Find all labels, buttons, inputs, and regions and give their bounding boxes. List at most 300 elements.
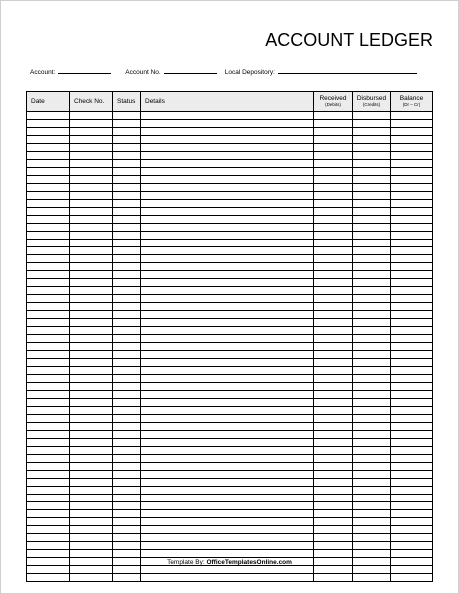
ledger-cell-details[interactable] <box>141 287 314 295</box>
ledger-cell-details[interactable] <box>141 351 314 359</box>
ledger-cell-balance[interactable] <box>391 311 433 319</box>
ledger-cell-status[interactable] <box>113 374 141 382</box>
ledger-cell-check-no[interactable] <box>70 367 113 375</box>
ledger-cell-status[interactable] <box>113 191 141 199</box>
ledger-cell-received[interactable] <box>314 183 353 191</box>
ledger-cell-status[interactable] <box>113 263 141 271</box>
ledger-cell-check-no[interactable] <box>70 199 113 207</box>
ledger-cell-balance[interactable] <box>391 295 433 303</box>
ledger-cell-disbursed[interactable] <box>353 231 391 239</box>
ledger-cell-balance[interactable] <box>391 287 433 295</box>
ledger-cell-status[interactable] <box>113 359 141 367</box>
ledger-cell-status[interactable] <box>113 566 141 574</box>
ledger-cell-check-no[interactable] <box>70 247 113 255</box>
ledger-cell-check-no[interactable] <box>70 127 113 135</box>
ledger-cell-details[interactable] <box>141 183 314 191</box>
ledger-cell-details[interactable] <box>141 303 314 311</box>
ledger-cell-details[interactable] <box>141 406 314 414</box>
ledger-cell-received[interactable] <box>314 223 353 231</box>
ledger-cell-date[interactable] <box>27 247 70 255</box>
ledger-cell-date[interactable] <box>27 367 70 375</box>
ledger-cell-details[interactable] <box>141 279 314 287</box>
ledger-cell-date[interactable] <box>27 574 70 582</box>
ledger-cell-received[interactable] <box>314 486 353 494</box>
ledger-cell-received[interactable] <box>314 319 353 327</box>
local-depository-blank-line[interactable] <box>278 67 417 74</box>
account-field[interactable] <box>30 67 111 76</box>
ledger-cell-status[interactable] <box>113 414 141 422</box>
ledger-cell-balance[interactable] <box>391 422 433 430</box>
ledger-cell-received[interactable] <box>314 566 353 574</box>
ledger-cell-check-no[interactable] <box>70 526 113 534</box>
ledger-cell-balance[interactable] <box>391 215 433 223</box>
ledger-cell-status[interactable] <box>113 143 141 151</box>
ledger-cell-date[interactable] <box>27 143 70 151</box>
ledger-cell-disbursed[interactable] <box>353 526 391 534</box>
ledger-cell-balance[interactable] <box>391 191 433 199</box>
ledger-cell-status[interactable] <box>113 327 141 335</box>
ledger-cell-date[interactable] <box>27 566 70 574</box>
ledger-cell-details[interactable] <box>141 239 314 247</box>
ledger-cell-received[interactable] <box>314 438 353 446</box>
ledger-cell-disbursed[interactable] <box>353 534 391 542</box>
ledger-cell-disbursed[interactable] <box>353 478 391 486</box>
ledger-cell-details[interactable] <box>141 135 314 143</box>
ledger-cell-disbursed[interactable] <box>353 119 391 127</box>
ledger-cell-date[interactable] <box>27 151 70 159</box>
ledger-cell-disbursed[interactable] <box>353 359 391 367</box>
ledger-cell-disbursed[interactable] <box>353 175 391 183</box>
ledger-cell-balance[interactable] <box>391 550 433 558</box>
ledger-cell-date[interactable] <box>27 327 70 335</box>
ledger-cell-received[interactable] <box>314 374 353 382</box>
ledger-cell-received[interactable] <box>314 279 353 287</box>
ledger-cell-received[interactable] <box>314 359 353 367</box>
ledger-cell-disbursed[interactable] <box>353 446 391 454</box>
ledger-cell-details[interactable] <box>141 175 314 183</box>
ledger-cell-received[interactable] <box>314 191 353 199</box>
ledger-cell-check-no[interactable] <box>70 239 113 247</box>
ledger-cell-details[interactable] <box>141 159 314 167</box>
ledger-cell-details[interactable] <box>141 335 314 343</box>
ledger-cell-date[interactable] <box>27 359 70 367</box>
ledger-cell-date[interactable] <box>27 335 70 343</box>
ledger-cell-date[interactable] <box>27 167 70 175</box>
ledger-cell-status[interactable] <box>113 239 141 247</box>
ledger-cell-balance[interactable] <box>391 303 433 311</box>
ledger-cell-status[interactable] <box>113 462 141 470</box>
ledger-cell-balance[interactable] <box>391 398 433 406</box>
ledger-cell-disbursed[interactable] <box>353 422 391 430</box>
ledger-cell-check-no[interactable] <box>70 271 113 279</box>
ledger-cell-date[interactable] <box>27 199 70 207</box>
ledger-cell-received[interactable] <box>314 502 353 510</box>
ledger-cell-balance[interactable] <box>391 271 433 279</box>
ledger-cell-received[interactable] <box>314 303 353 311</box>
ledger-cell-disbursed[interactable] <box>353 255 391 263</box>
ledger-cell-check-no[interactable] <box>70 327 113 335</box>
ledger-cell-date[interactable] <box>27 382 70 390</box>
ledger-cell-date[interactable] <box>27 470 70 478</box>
ledger-cell-balance[interactable] <box>391 183 433 191</box>
ledger-cell-check-no[interactable] <box>70 135 113 143</box>
ledger-cell-disbursed[interactable] <box>353 518 391 526</box>
ledger-cell-check-no[interactable] <box>70 566 113 574</box>
ledger-cell-balance[interactable] <box>391 207 433 215</box>
ledger-cell-disbursed[interactable] <box>353 151 391 159</box>
ledger-cell-received[interactable] <box>314 335 353 343</box>
ledger-cell-disbursed[interactable] <box>353 327 391 335</box>
ledger-cell-received[interactable] <box>314 287 353 295</box>
ledger-cell-status[interactable] <box>113 319 141 327</box>
ledger-cell-disbursed[interactable] <box>353 167 391 175</box>
ledger-cell-status[interactable] <box>113 550 141 558</box>
ledger-cell-balance[interactable] <box>391 175 433 183</box>
ledger-cell-received[interactable] <box>314 119 353 127</box>
ledger-cell-details[interactable] <box>141 112 314 120</box>
ledger-cell-status[interactable] <box>113 303 141 311</box>
ledger-cell-disbursed[interactable] <box>353 287 391 295</box>
ledger-cell-balance[interactable] <box>391 478 433 486</box>
ledger-cell-received[interactable] <box>314 390 353 398</box>
ledger-cell-received[interactable] <box>314 271 353 279</box>
ledger-cell-details[interactable] <box>141 526 314 534</box>
ledger-cell-balance[interactable] <box>391 159 433 167</box>
ledger-cell-date[interactable] <box>27 159 70 167</box>
ledger-cell-date[interactable] <box>27 510 70 518</box>
ledger-cell-received[interactable] <box>314 462 353 470</box>
ledger-cell-balance[interactable] <box>391 151 433 159</box>
ledger-cell-check-no[interactable] <box>70 223 113 231</box>
ledger-cell-status[interactable] <box>113 470 141 478</box>
ledger-cell-date[interactable] <box>27 207 70 215</box>
ledger-cell-status[interactable] <box>113 446 141 454</box>
ledger-cell-received[interactable] <box>314 518 353 526</box>
ledger-cell-status[interactable] <box>113 127 141 135</box>
ledger-cell-status[interactable] <box>113 112 141 120</box>
ledger-cell-date[interactable] <box>27 542 70 550</box>
ledger-cell-balance[interactable] <box>391 327 433 335</box>
ledger-cell-balance[interactable] <box>391 231 433 239</box>
ledger-cell-details[interactable] <box>141 534 314 542</box>
ledger-cell-status[interactable] <box>113 351 141 359</box>
ledger-cell-disbursed[interactable] <box>353 263 391 271</box>
ledger-cell-details[interactable] <box>141 430 314 438</box>
ledger-cell-details[interactable] <box>141 462 314 470</box>
ledger-cell-disbursed[interactable] <box>353 542 391 550</box>
ledger-cell-received[interactable] <box>314 446 353 454</box>
ledger-cell-check-no[interactable] <box>70 279 113 287</box>
ledger-cell-received[interactable] <box>314 526 353 534</box>
ledger-cell-received[interactable] <box>314 414 353 422</box>
ledger-cell-balance[interactable] <box>391 518 433 526</box>
ledger-cell-details[interactable] <box>141 438 314 446</box>
ledger-cell-details[interactable] <box>141 574 314 582</box>
ledger-cell-date[interactable] <box>27 319 70 327</box>
ledger-cell-check-no[interactable] <box>70 263 113 271</box>
ledger-cell-check-no[interactable] <box>70 462 113 470</box>
ledger-cell-date[interactable] <box>27 303 70 311</box>
ledger-cell-check-no[interactable] <box>70 287 113 295</box>
ledger-cell-disbursed[interactable] <box>353 319 391 327</box>
ledger-cell-check-no[interactable] <box>70 303 113 311</box>
ledger-cell-received[interactable] <box>314 478 353 486</box>
ledger-cell-disbursed[interactable] <box>353 470 391 478</box>
ledger-cell-status[interactable] <box>113 167 141 175</box>
ledger-cell-check-no[interactable] <box>70 510 113 518</box>
ledger-cell-disbursed[interactable] <box>353 494 391 502</box>
ledger-cell-balance[interactable] <box>391 406 433 414</box>
ledger-cell-received[interactable] <box>314 343 353 351</box>
ledger-cell-check-no[interactable] <box>70 351 113 359</box>
ledger-cell-balance[interactable] <box>391 119 433 127</box>
ledger-cell-check-no[interactable] <box>70 295 113 303</box>
ledger-cell-received[interactable] <box>314 263 353 271</box>
ledger-cell-details[interactable] <box>141 502 314 510</box>
ledger-cell-disbursed[interactable] <box>353 335 391 343</box>
ledger-cell-date[interactable] <box>27 550 70 558</box>
ledger-cell-balance[interactable] <box>391 534 433 542</box>
ledger-cell-date[interactable] <box>27 175 70 183</box>
ledger-cell-balance[interactable] <box>391 382 433 390</box>
ledger-cell-disbursed[interactable] <box>353 199 391 207</box>
ledger-cell-received[interactable] <box>314 542 353 550</box>
ledger-cell-check-no[interactable] <box>70 382 113 390</box>
ledger-cell-check-no[interactable] <box>70 112 113 120</box>
ledger-cell-details[interactable] <box>141 151 314 159</box>
ledger-cell-disbursed[interactable] <box>353 502 391 510</box>
ledger-cell-received[interactable] <box>314 215 353 223</box>
ledger-cell-details[interactable] <box>141 486 314 494</box>
ledger-cell-received[interactable] <box>314 398 353 406</box>
ledger-cell-details[interactable] <box>141 191 314 199</box>
ledger-cell-disbursed[interactable] <box>353 462 391 470</box>
ledger-cell-disbursed[interactable] <box>353 406 391 414</box>
ledger-cell-received[interactable] <box>314 207 353 215</box>
ledger-cell-details[interactable] <box>141 127 314 135</box>
ledger-cell-date[interactable] <box>27 390 70 398</box>
ledger-cell-date[interactable] <box>27 295 70 303</box>
ledger-cell-disbursed[interactable] <box>353 574 391 582</box>
ledger-cell-balance[interactable] <box>391 566 433 574</box>
ledger-cell-details[interactable] <box>141 271 314 279</box>
ledger-cell-received[interactable] <box>314 143 353 151</box>
ledger-cell-check-no[interactable] <box>70 542 113 550</box>
ledger-cell-details[interactable] <box>141 550 314 558</box>
ledger-cell-status[interactable] <box>113 151 141 159</box>
ledger-cell-received[interactable] <box>314 159 353 167</box>
ledger-cell-status[interactable] <box>113 199 141 207</box>
ledger-cell-date[interactable] <box>27 478 70 486</box>
ledger-cell-date[interactable] <box>27 518 70 526</box>
ledger-cell-disbursed[interactable] <box>353 343 391 351</box>
ledger-cell-date[interactable] <box>27 135 70 143</box>
ledger-cell-check-no[interactable] <box>70 446 113 454</box>
ledger-cell-disbursed[interactable] <box>353 382 391 390</box>
ledger-cell-date[interactable] <box>27 374 70 382</box>
ledger-cell-disbursed[interactable] <box>353 398 391 406</box>
ledger-cell-received[interactable] <box>314 550 353 558</box>
ledger-cell-balance[interactable] <box>391 430 433 438</box>
ledger-cell-disbursed[interactable] <box>353 183 391 191</box>
ledger-cell-status[interactable] <box>113 422 141 430</box>
ledger-cell-received[interactable] <box>314 255 353 263</box>
ledger-cell-date[interactable] <box>27 526 70 534</box>
ledger-cell-balance[interactable] <box>391 335 433 343</box>
ledger-cell-disbursed[interactable] <box>353 159 391 167</box>
ledger-cell-check-no[interactable] <box>70 550 113 558</box>
ledger-cell-details[interactable] <box>141 263 314 271</box>
ledger-cell-date[interactable] <box>27 406 70 414</box>
ledger-cell-details[interactable] <box>141 199 314 207</box>
ledger-cell-disbursed[interactable] <box>353 223 391 231</box>
ledger-cell-balance[interactable] <box>391 390 433 398</box>
ledger-cell-check-no[interactable] <box>70 438 113 446</box>
local-depository-field[interactable] <box>225 67 417 76</box>
ledger-cell-details[interactable] <box>141 542 314 550</box>
ledger-cell-details[interactable] <box>141 119 314 127</box>
ledger-cell-balance[interactable] <box>391 526 433 534</box>
ledger-cell-check-no[interactable] <box>70 215 113 223</box>
ledger-cell-status[interactable] <box>113 486 141 494</box>
ledger-cell-date[interactable] <box>27 494 70 502</box>
ledger-cell-disbursed[interactable] <box>353 510 391 518</box>
ledger-cell-details[interactable] <box>141 478 314 486</box>
ledger-cell-check-no[interactable] <box>70 574 113 582</box>
ledger-cell-disbursed[interactable] <box>353 112 391 120</box>
ledger-cell-check-no[interactable] <box>70 175 113 183</box>
ledger-cell-disbursed[interactable] <box>353 367 391 375</box>
ledger-cell-disbursed[interactable] <box>353 454 391 462</box>
ledger-cell-check-no[interactable] <box>70 143 113 151</box>
ledger-cell-balance[interactable] <box>391 502 433 510</box>
ledger-cell-check-no[interactable] <box>70 422 113 430</box>
ledger-cell-balance[interactable] <box>391 374 433 382</box>
ledger-cell-balance[interactable] <box>391 414 433 422</box>
ledger-cell-received[interactable] <box>314 295 353 303</box>
ledger-cell-received[interactable] <box>314 311 353 319</box>
ledger-cell-details[interactable] <box>141 454 314 462</box>
ledger-cell-disbursed[interactable] <box>353 215 391 223</box>
ledger-cell-check-no[interactable] <box>70 167 113 175</box>
ledger-cell-details[interactable] <box>141 470 314 478</box>
ledger-cell-balance[interactable] <box>391 359 433 367</box>
ledger-cell-date[interactable] <box>27 279 70 287</box>
ledger-cell-received[interactable] <box>314 382 353 390</box>
ledger-cell-check-no[interactable] <box>70 486 113 494</box>
ledger-cell-status[interactable] <box>113 574 141 582</box>
ledger-cell-check-no[interactable] <box>70 311 113 319</box>
ledger-cell-balance[interactable] <box>391 446 433 454</box>
ledger-cell-check-no[interactable] <box>70 359 113 367</box>
ledger-cell-received[interactable] <box>314 574 353 582</box>
ledger-cell-check-no[interactable] <box>70 518 113 526</box>
account-no-field[interactable] <box>125 67 216 76</box>
ledger-cell-date[interactable] <box>27 343 70 351</box>
ledger-cell-status[interactable] <box>113 542 141 550</box>
ledger-cell-details[interactable] <box>141 398 314 406</box>
ledger-cell-check-no[interactable] <box>70 207 113 215</box>
ledger-cell-balance[interactable] <box>391 494 433 502</box>
ledger-cell-date[interactable] <box>27 446 70 454</box>
ledger-cell-disbursed[interactable] <box>353 438 391 446</box>
ledger-cell-disbursed[interactable] <box>353 390 391 398</box>
ledger-cell-received[interactable] <box>314 167 353 175</box>
ledger-cell-balance[interactable] <box>391 127 433 135</box>
ledger-cell-details[interactable] <box>141 295 314 303</box>
ledger-cell-details[interactable] <box>141 518 314 526</box>
ledger-cell-details[interactable] <box>141 446 314 454</box>
ledger-cell-disbursed[interactable] <box>353 143 391 151</box>
ledger-cell-received[interactable] <box>314 430 353 438</box>
ledger-cell-disbursed[interactable] <box>353 351 391 359</box>
ledger-cell-status[interactable] <box>113 390 141 398</box>
ledger-cell-check-no[interactable] <box>70 454 113 462</box>
ledger-cell-received[interactable] <box>314 534 353 542</box>
ledger-cell-status[interactable] <box>113 454 141 462</box>
ledger-cell-balance[interactable] <box>391 279 433 287</box>
ledger-cell-date[interactable] <box>27 127 70 135</box>
ledger-cell-disbursed[interactable] <box>353 207 391 215</box>
ledger-cell-status[interactable] <box>113 287 141 295</box>
ledger-cell-details[interactable] <box>141 382 314 390</box>
ledger-cell-details[interactable] <box>141 215 314 223</box>
ledger-cell-disbursed[interactable] <box>353 550 391 558</box>
ledger-cell-date[interactable] <box>27 502 70 510</box>
ledger-cell-date[interactable] <box>27 191 70 199</box>
ledger-cell-check-no[interactable] <box>70 191 113 199</box>
ledger-cell-disbursed[interactable] <box>353 247 391 255</box>
ledger-cell-status[interactable] <box>113 159 141 167</box>
ledger-cell-received[interactable] <box>314 494 353 502</box>
ledger-cell-balance[interactable] <box>391 351 433 359</box>
ledger-cell-disbursed[interactable] <box>353 430 391 438</box>
ledger-cell-check-no[interactable] <box>70 398 113 406</box>
ledger-cell-details[interactable] <box>141 255 314 263</box>
ledger-cell-details[interactable] <box>141 319 314 327</box>
ledger-cell-status[interactable] <box>113 119 141 127</box>
ledger-cell-balance[interactable] <box>391 470 433 478</box>
ledger-cell-balance[interactable] <box>391 239 433 247</box>
ledger-cell-status[interactable] <box>113 478 141 486</box>
ledger-cell-details[interactable] <box>141 231 314 239</box>
ledger-cell-date[interactable] <box>27 223 70 231</box>
ledger-cell-disbursed[interactable] <box>353 191 391 199</box>
ledger-cell-balance[interactable] <box>391 462 433 470</box>
ledger-cell-status[interactable] <box>113 494 141 502</box>
ledger-cell-check-no[interactable] <box>70 151 113 159</box>
ledger-cell-check-no[interactable] <box>70 319 113 327</box>
ledger-cell-received[interactable] <box>314 422 353 430</box>
ledger-cell-received[interactable] <box>314 327 353 335</box>
ledger-cell-received[interactable] <box>314 470 353 478</box>
ledger-cell-date[interactable] <box>27 183 70 191</box>
ledger-cell-date[interactable] <box>27 263 70 271</box>
ledger-cell-details[interactable] <box>141 367 314 375</box>
ledger-cell-status[interactable] <box>113 311 141 319</box>
account-no-blank-line[interactable] <box>164 67 217 74</box>
ledger-cell-status[interactable] <box>113 510 141 518</box>
ledger-cell-received[interactable] <box>314 239 353 247</box>
ledger-cell-details[interactable] <box>141 494 314 502</box>
ledger-cell-check-no[interactable] <box>70 255 113 263</box>
ledger-cell-details[interactable] <box>141 390 314 398</box>
ledger-cell-balance[interactable] <box>391 438 433 446</box>
ledger-cell-date[interactable] <box>27 438 70 446</box>
ledger-cell-balance[interactable] <box>391 263 433 271</box>
ledger-cell-date[interactable] <box>27 534 70 542</box>
ledger-cell-date[interactable] <box>27 462 70 470</box>
